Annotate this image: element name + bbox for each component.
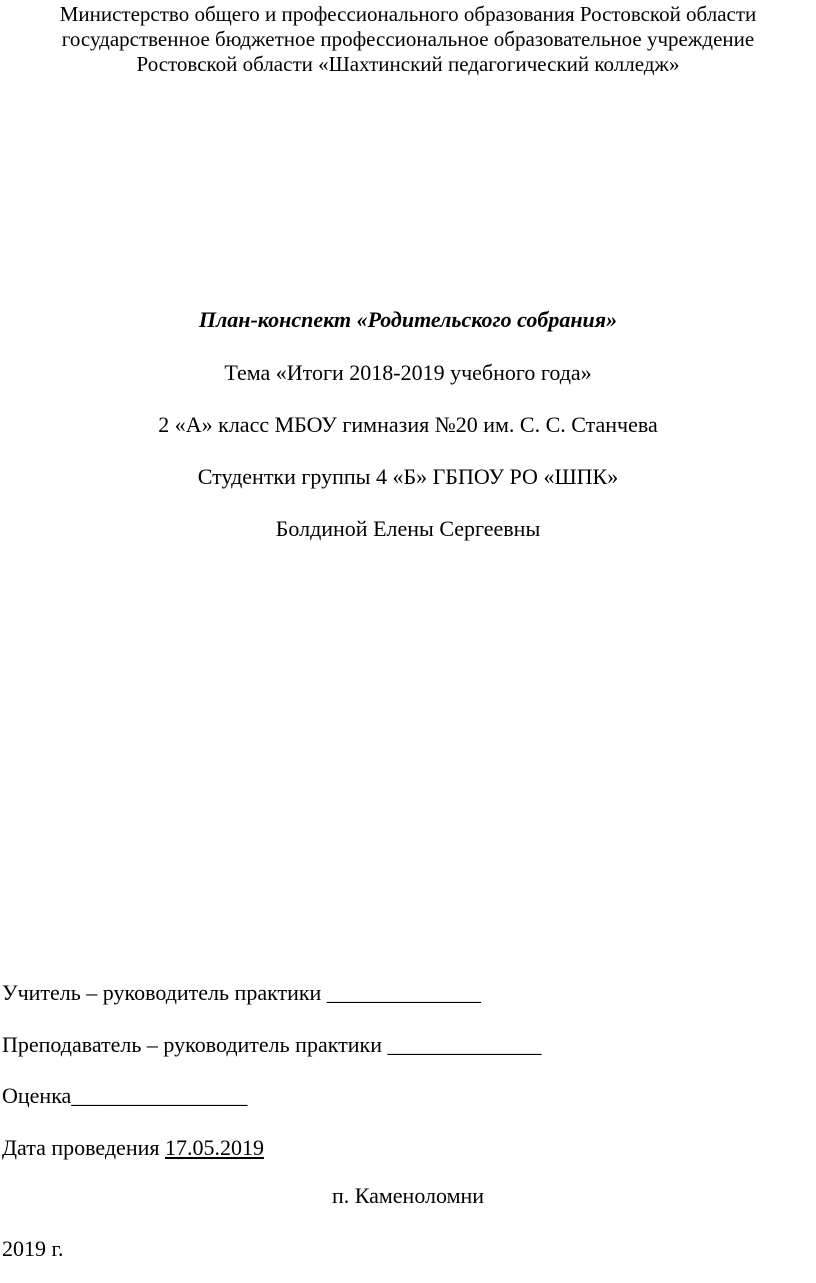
- date-value: 17.05.2019: [164, 1135, 264, 1160]
- teacher-signature-line: Учитель – руководитель практики ______________: [2, 980, 481, 1005]
- date-label: Дата проведения: [2, 1135, 165, 1160]
- header-institution-type: государственное бюджетное профессиональное образовательное учреждение: [61, 27, 755, 51]
- student-group: Студентки группы 4 «Б» ГБПОУ РО «ШПК»: [197, 464, 619, 489]
- year: 2019 г.: [2, 1236, 64, 1261]
- date-line: [2, 1137, 264, 1159]
- header-ministry: Министерство общего и профессионального образования Ростовской области: [59, 2, 757, 26]
- header-college-name: Ростовской области «Шахтинский педагогический колледж»: [136, 52, 680, 76]
- class-info: 2 «А» класс МБОУ гимназия №20 им. С. С. Станчева: [158, 412, 658, 437]
- grade-line: Оценка________________: [2, 1083, 248, 1108]
- place-name: п. Каменоломни: [331, 1183, 485, 1208]
- student-name: Болдиной Елены Сергеевны: [275, 516, 541, 541]
- lecturer-signature-line: Преподаватель – руководитель практики ______________: [2, 1032, 542, 1057]
- document-title: План-конспект «Родительского собрания»: [198, 307, 618, 332]
- meeting-topic: Тема «Итоги 2018-2019 учебного года»: [224, 360, 592, 385]
